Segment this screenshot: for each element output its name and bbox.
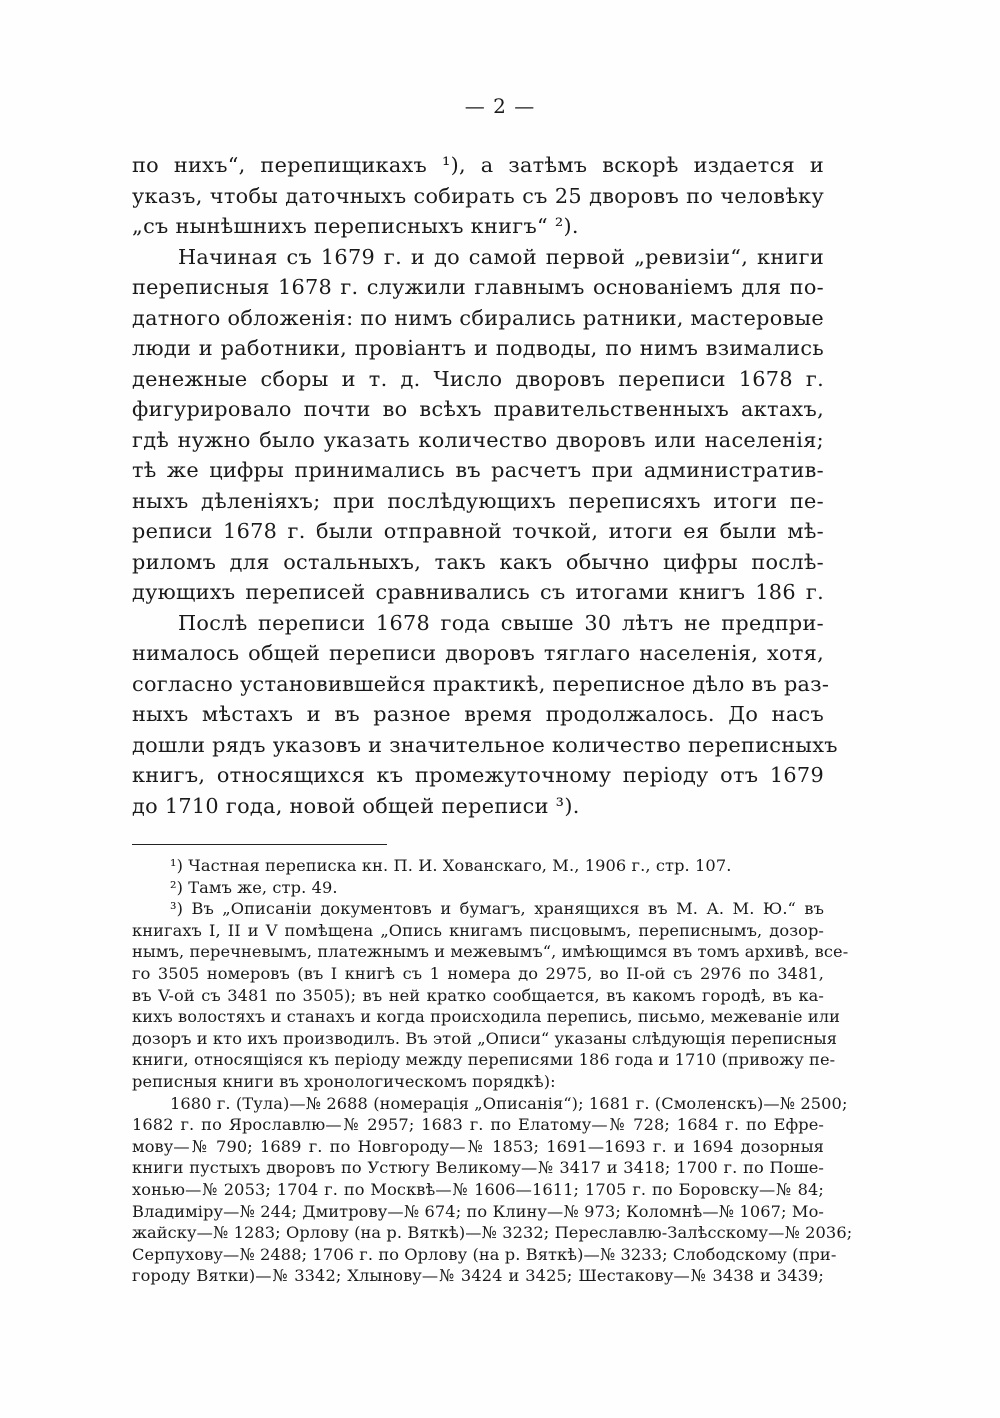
footnote-line: хонью—№ 2053; 1704 г. по Москвѣ—№ 1606—1611; 1705 г. по Боровску—№ 84; <box>132 1179 824 1199</box>
body-line: книгъ, относящихся къ промежуточному періоду отъ 1679 <box>132 763 824 787</box>
body-line: реписи 1678 г. были отправной точкой, итоги ея были мѣ- <box>132 519 824 543</box>
body-line: денежные сборы и т. д. Число дворовъ переписи 1678 г. <box>132 366 824 391</box>
footnote-line: 1680 г. (Тула)—№ 2688 (номерація „Описанія“); 1681 г. (Смоленскъ)—№ 2500; <box>170 1093 848 1113</box>
body-line: указъ, чтобы даточныхъ собирать съ 25 дворовъ по человѣку <box>132 183 824 208</box>
footnote-line: книги, относящіяся къ періоду между переписями 186 года и 1710 (привожу пе- <box>132 1050 836 1070</box>
body-line: согласно установившейся практикѣ, переписное дѣло въ раз- <box>132 671 830 696</box>
body-line: гдѣ нужно было указать количество дворовъ или населенія; <box>132 427 824 452</box>
body-line: нималось общей переписи дворовъ тяглаго населенія, хотя, <box>132 641 824 665</box>
body-line: по нихъ“, перепищикахъ ¹), а затѣмъ вскорѣ издается и <box>132 153 824 177</box>
body-line: тѣ же цифры принимались въ расчетъ при административ- <box>132 458 824 482</box>
footnote-line: городу Вятки)—№ 3342; Хлынову—№ 3424 и 3425; Шестакову—№ 3438 и 3439; <box>132 1266 824 1286</box>
body-line: „съ нынѣшнихъ переписныхъ книгъ“ ²). <box>132 214 579 238</box>
footnote-line: ¹) Частная переписка кн. П. И. Хованскаго, М., 1906 г., стр. 107. <box>170 856 732 875</box>
footnote-line: нымъ, перечневымъ, платежнымъ и межевымъ“, имѣющимся въ томъ архивѣ, все- <box>132 942 849 962</box>
footnote-line: дозоръ и кто ихъ производилъ. Въ этой „Описи“ указаны слѣдующія переписныя <box>132 1028 838 1048</box>
footnote-line: 1682 г. по Ярославлю—№ 2957; 1683 г. по Елатому—№ 728; 1684 г. по Ефре- <box>132 1115 824 1135</box>
footnote-line: мову—№ 790; 1689 г. по Новгороду—№ 1853; 1691—1693 г. и 1694 дозорныя <box>132 1136 824 1156</box>
footnote-line: ²) Тамъ же, стр. 49. <box>170 877 338 897</box>
footnote-line: ³) Въ „Описаніи документовъ и бумагъ, хранящихся въ М. А. М. Ю.“ въ <box>170 899 824 919</box>
body-line: дующихъ переписей сравнивались съ итогами книгъ 186 г. <box>132 580 824 604</box>
footnote-line: Серпухову—№ 2488; 1706 г. по Орлову (на р. Вяткѣ)—№ 3233; Слободскому (при- <box>132 1244 837 1264</box>
body-line: ныхъ мѣстахъ и въ разное время продолжалось. До насъ <box>132 702 824 726</box>
footnote-line: книги пустыхъ дворовъ по Устюгу Великому—№ 3417 и 3418; 1700 г. по Поше- <box>132 1158 824 1178</box>
body-line: датного обложенія: по нимъ сбирались ратники, мастеровые <box>132 305 824 330</box>
body-line: переписныя 1678 г. служили главнымъ основаніемъ для по- <box>132 275 824 299</box>
body-line: Начиная съ 1679 г. и до самой первой „ревизіи“, книги <box>178 244 824 269</box>
body-line: ныхъ дѣленіяхъ; при послѣдующихъ переписяхъ итоги пе- <box>132 488 824 513</box>
body-line: люди и работники, провіантъ и подводы, по нимъ взимались <box>132 336 824 360</box>
footnote-line: кихъ волостяхъ и станахъ и когда происходила перепись, письмо, межеваніе или <box>132 1007 841 1027</box>
footnote-line: го 3505 номеровъ (въ I книгѣ съ 1 номера до 2975, во II-ой съ 2976 по 3481, <box>132 963 824 983</box>
footnote-line: жайску—№ 1283; Орлову (на р. Вяткѣ)—№ 3232; Переславлю-Залѣсскому—№ 2036; <box>132 1223 853 1243</box>
body-line: риломъ для остальныхъ, такъ какъ обычно цифры послѣ- <box>132 549 824 574</box>
body-line: фигурировало почти во всѣхъ правительственныхъ актахъ, <box>132 397 824 421</box>
footnote-line: реписныя книги въ хронологическомъ порядкѣ): <box>132 1071 556 1091</box>
page-number: — 2 — <box>464 94 536 118</box>
footnote-line: книгахъ I, II и V помѣщена „Опись книгамъ писцовымъ, переписнымъ, дозор- <box>132 920 824 940</box>
footnote-line: Владиміру—№ 244; Дмитрову—№ 674; по Клину—№ 973; Коломнѣ—№ 1067; Мо- <box>132 1201 824 1221</box>
body-line: до 1710 года, новой общей переписи ³). <box>132 793 580 818</box>
body-text <box>132 150 838 821</box>
body-line: дошли рядъ указовъ и значительное количество переписныхъ <box>132 732 838 757</box>
footnote-line: въ V-ой съ 3481 по 3505); въ ней кратко сообщается, въ какомъ городѣ, въ ка- <box>132 985 824 1005</box>
footnotes <box>132 855 853 1287</box>
body-line: Послѣ переписи 1678 года свыше 30 лѣтъ не предпри- <box>178 610 824 635</box>
footnote-separator <box>132 844 387 845</box>
